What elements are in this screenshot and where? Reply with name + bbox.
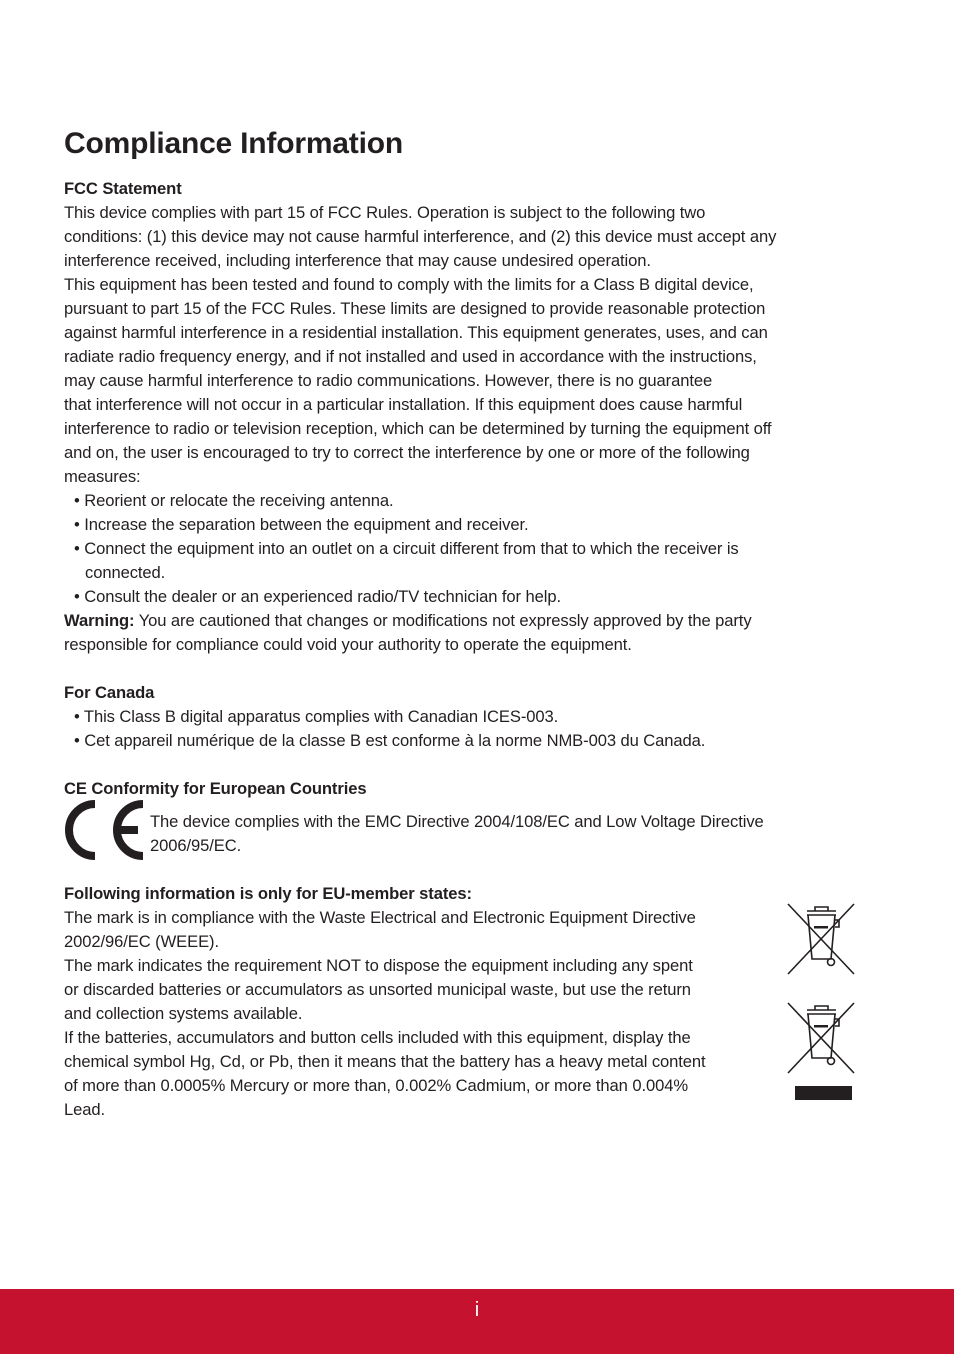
- fcc-text-line: This equipment has been tested and found to comply with the limits for a Class B digital device,: [64, 275, 754, 294]
- fcc-text-line: may cause harmful interference to radio communications. However, there is no guarantee: [64, 371, 713, 390]
- eu-text-line: The mark is in compliance with the Waste Electrical and Electronic Equipment Directive: [64, 908, 696, 927]
- warning-label: Warning:: [64, 611, 135, 630]
- fcc-text-line: This device complies with part 15 of FCC Rules. Operation is subject to the following two: [64, 203, 706, 222]
- fcc-bullet-item: • Consult the dealer or an experienced radio/TV technician for help.: [74, 587, 561, 606]
- eu-text-line: Lead.: [64, 1100, 106, 1119]
- eu-text-line: chemical symbol Hg, Cd, or Pb, then it means that the battery has a heavy metal content: [64, 1052, 706, 1071]
- fcc-bullet-item: • Reorient or relocate the receiving antenna.: [74, 491, 394, 510]
- fcc-text-line: and on, the user is encouraged to try to correct the interference by one or more of the following: [64, 443, 750, 462]
- fcc-heading: FCC Statement: [64, 179, 182, 198]
- canada-heading: For Canada: [64, 683, 155, 702]
- fcc-text-line: that interference will not occur in a particular installation. If this equipment does cause harmful: [64, 395, 743, 414]
- ce-text-line: 2006/95/EC.: [150, 836, 242, 855]
- eu-text-line: 2002/96/EC (WEEE).: [64, 932, 219, 951]
- ce-mark-icon: [64, 800, 146, 860]
- eu-text-line: or discarded batteries or accumulators as unsorted municipal waste, but use the return: [64, 980, 691, 999]
- fcc-text-line: conditions: (1) this device may not cause harmful interference, and (2) this device must accept any: [64, 227, 777, 246]
- eu-text-line: of more than 0.0005% Mercury or more than, 0.002% Cadmium, or more than 0.004%: [64, 1076, 689, 1095]
- warning-text: You are cautioned that changes or modifications not expressly approved by the party: [134, 611, 752, 630]
- fcc-text-line: interference received, including interference that may cause undesired operation.: [64, 251, 651, 270]
- canada-section: [64, 681, 705, 753]
- crossed-out-wheelie-bin-icon: [786, 901, 858, 977]
- fcc-text-line: radiate radio frequency energy, and if not installed and used in accordance with the instructions,: [64, 347, 757, 366]
- footer-bar: [0, 1289, 954, 1354]
- eu-text-line: and collection systems available.: [64, 1004, 303, 1023]
- eu-text-line: If the batteries, accumulators and button cells included with this equipment, display the: [64, 1028, 691, 1047]
- ce-heading: CE Conformity for European Countries: [64, 779, 367, 798]
- crossed-out-wheelie-bin-with-bar-icon: [786, 1000, 858, 1102]
- fcc-section: [64, 177, 776, 657]
- fcc-bullet-item: • Connect the equipment into an outlet on a circuit different from that to which the receiver is: [74, 539, 739, 558]
- fcc-text-line: against harmful interference in a residential installation. This equipment generates, uses, and can: [64, 323, 768, 342]
- fcc-text-line: interference to radio or television reception, which can be determined by turning the equipment off: [64, 419, 772, 438]
- fcc-text-line: pursuant to part 15 of the FCC Rules. These limits are designed to provide reasonable protection: [64, 299, 766, 318]
- warning-text-line: responsible for compliance could void your authority to operate the equipment.: [64, 635, 632, 654]
- fcc-bullet-continuation: connected.: [85, 563, 166, 582]
- warning-paragraph: [64, 609, 776, 633]
- ce-heading-block: [64, 777, 366, 801]
- eu-text-line: The mark indicates the requirement NOT to dispose the equipment including any spent: [64, 956, 693, 975]
- canada-bullet-item: • This Class B digital apparatus complies with Canadian ICES-003.: [74, 707, 559, 726]
- fcc-text-line: measures:: [64, 467, 141, 486]
- ce-text: [150, 810, 764, 858]
- eu-section: [64, 882, 706, 1122]
- page-number: i: [474, 1299, 480, 1321]
- eu-heading: Following information is only for EU-member states:: [64, 884, 472, 903]
- ce-text-line: The device complies with the EMC Directive 2004/108/EC and Low Voltage Directive: [150, 812, 764, 831]
- canada-bullet-item: • Cet appareil numérique de la classe B est conforme à la norme NMB-003 du Canada.: [74, 731, 706, 750]
- page-title: Compliance Information: [64, 127, 403, 160]
- fcc-bullet-item: • Increase the separation between the equipment and receiver.: [74, 515, 529, 534]
